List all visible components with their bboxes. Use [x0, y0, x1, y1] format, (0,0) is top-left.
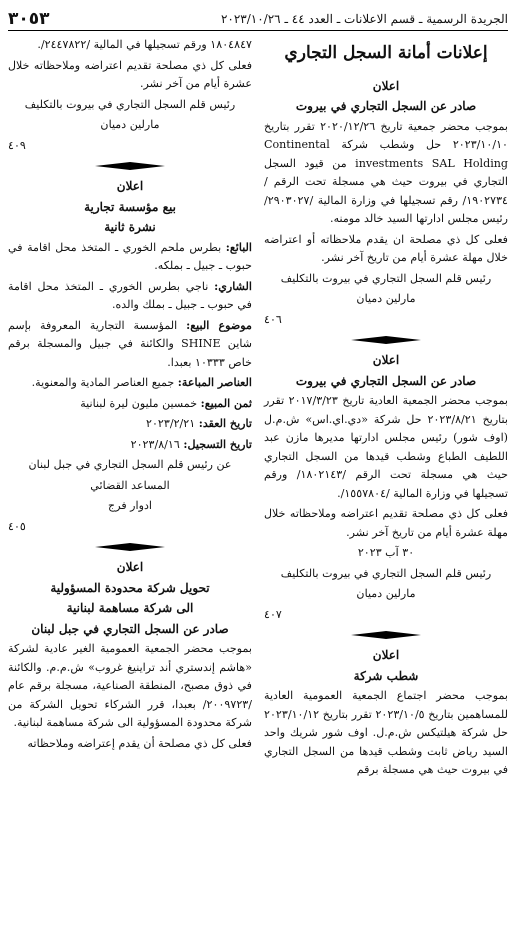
right-column: [264, 36, 508, 782]
announcement-label: اعلان: [372, 78, 400, 93]
registration-date-label: تاريخ التسجيل:: [183, 437, 252, 451]
announcement-number: ٤٠٦: [264, 312, 282, 326]
announcement-label: اعلان: [372, 648, 400, 662]
buyer-line: [8, 278, 252, 315]
announcement-heading: تحويل شركة محدودة المسؤولية: [50, 580, 210, 595]
announcement-body: بموجب محضر الجمعية العمومية الغير عادية لشركة «هاشم إندستري أند تراينيغ غروب» ش.م.م. والكائنة في ذوق مصبح، المنطقة الصناعية، مسجلة برقم عام /٢٠٠٩٧٢٣/ بعبدا، قرر الشركاء تحويل الشركة من شركة محدودة المسؤولية الى شركة مساهمة لبنانية.: [8, 642, 252, 729]
elements-value: جميع العناصر المادية والمعنوية.: [31, 376, 175, 389]
announcement-objection: فعلى كل ذي مصلحة أن يقدم إعتراضه وملاحظاته: [27, 736, 252, 750]
announcement-objection: فعلى كل ذي مصلحة ان يقدم ملاحظاته أو اعتراضه خلال مهلة عشرة أيام من تاريخ آخر نشر.: [264, 232, 508, 264]
signer-name: ادوار فرج: [108, 499, 152, 512]
signer-name: مارلين دميان: [100, 118, 160, 131]
announcement-number: ٤٠٥: [8, 519, 26, 533]
price-label: ثمن المبيع:: [200, 396, 252, 410]
section-title: إعلانات أمانة السجل التجاري: [284, 43, 488, 63]
contract-date-value: ٢٠٢٣/٢/٢١: [146, 417, 196, 430]
announcement-body: ١٨٠٤٨٤٧ ورقم تسجيلها في المالية /٢٤٤٧٨٢٢/.: [37, 38, 252, 51]
signer-name: مارلين دميان: [356, 292, 416, 305]
subject-value: المؤسسة التجارية المعروفة بإسم شاين SHINE والكائنة في جبيل والمسجلة برقم خاص ١٠٣٣٣ بعبدا.: [8, 318, 253, 369]
announcement-number: ٤٠٧: [264, 607, 282, 621]
announcement-label: اعلان: [372, 353, 400, 367]
signer-title: رئيس قلم السجل التجاري في بيروت بالتكليف: [24, 97, 236, 111]
announcement-body: بموجب محضر اجتماع الجمعية العمومية العادية للمساهمين بتاريخ ٢٠٢٣/١٠/٥ تقرر بتاريخ ٢٠٢٣/١٠/١٢ حل شركة هيلتيكس ش.م.ل. اوف شور شريك واحد السيد رياض ثابت وشطب قيدها من السجل التجاري في بيروت حيث هي مسجلة برقم: [264, 689, 508, 776]
contract-date-line: [8, 415, 252, 434]
announcement-label: اعلان: [116, 560, 144, 574]
announcement-date: ٣٠ آب ٢٠٢٣: [357, 546, 415, 559]
announcement-heading: صادر عن السجل التجاري في بيروت: [295, 373, 477, 388]
elements-label: العناصر المباعة:: [177, 376, 252, 389]
seller-value: بطرس ملحم الخوري ـ المتخذ محل اقامة في حبوب ـ جبيل ـ بملكه.: [8, 240, 252, 272]
announcement-number: ٤٠٩: [8, 138, 26, 152]
announcement-heading: صادر عن السجل التجاري في بيروت: [295, 99, 477, 113]
announcement-objection: فعلى كل ذي مصلحة تقديم اعتراضه وملاحظاته خلال مهلة عشرة أيام من تاريخ آخر نشر.: [264, 507, 508, 539]
announcement-company-deletion: [264, 646, 508, 780]
announcement-heading: شطب شركة: [353, 668, 419, 683]
announcement-407: [264, 351, 508, 624]
section-divider: [264, 335, 508, 345]
registration-date-line: [8, 436, 252, 455]
page-header: [8, 8, 508, 31]
announcement-body: بموجب محضر جمعية تاريخ ٢٠٢٠/١٢/٢٦ تقرر بتاريخ ٢٠٢٣/١٠/١٠ حل وشطب شركة Continental investments SAL Holding من قيود السجل التجاري في بيروت حيث هي مسجلة تحت الرقم /١٩٠٢٧٣٤/ رقم تسجيلها في وزارة المالية /٢٩٠٣٠٢٧/ رئيس مجلس ادارتها السيد خالد مومنه.: [264, 119, 508, 225]
price-value: خمسين مليون ليرة لبنانية: [80, 396, 198, 410]
signer-role: المساعد القضائي: [90, 478, 170, 492]
seller-line: [8, 239, 252, 276]
signer-title: رئيس قلم السجل التجاري في بيروت بالتكليف: [280, 566, 492, 580]
seller-label: البائع:: [225, 240, 253, 254]
announcement-406: [264, 77, 508, 330]
announcement-405: [8, 177, 252, 536]
subject-line: [8, 317, 252, 373]
elements-line: [8, 374, 252, 393]
gazette-header-title: الجريدة الرسمية ـ قسم الاعلانات ـ العدد ٤٤ ـ ٢٠٢٣/١٠/٢٦: [220, 12, 508, 26]
page-number: ٣٠٥٣: [8, 9, 50, 29]
section-divider: [8, 161, 252, 171]
section-divider: [264, 630, 508, 640]
announcement-heading: بيع مؤسسة تجارية: [84, 199, 176, 214]
announcement-body: بموجب محضر الجمعية العادية تاريخ ٢٠١٧/٣/٢٣ تقرر بتاريخ ٢٠٢٣/٨/٢١ حل شركة «دي.اي.اس» ش.م.ل (اوف شور) رئيس مجلس ادارتها مديرها مازن عبد اللطيف الطباع وشطب قيدها من السجل التجاري حيث هي مسجلة تحت الرقم /١٨٠٢١٤٣/ ورقم تسجيلها في وزارة المالية /١٥٥٧٨٠٤/.: [264, 394, 508, 500]
announcement-objection: فعلى كل ذي مصلحة تقديم اعتراضه وملاحظاته خلال عشرة أيام من آخر نشر.: [8, 58, 252, 90]
buyer-value: ناجي بطرس الخوري ـ المتخذ محل اقامة في حبوب ـ جبيل ـ بملك والده.: [8, 279, 252, 311]
announcement-heading: صادر عن السجل التجاري في جبل لبنان: [31, 621, 229, 636]
signer-title: عن رئيس قلم السجل التجاري في جبل لبنان: [28, 458, 232, 471]
contract-date-label: تاريخ العقد:: [198, 417, 252, 430]
announcement-label: اعلان: [116, 179, 144, 193]
left-column: [8, 36, 252, 755]
announcement-subheading: نشرة ثانية: [104, 220, 156, 234]
buyer-label: الشاري:: [214, 279, 252, 293]
signer-name: مارلين دميان: [356, 587, 416, 600]
subject-label: موضوع البيع:: [186, 318, 252, 332]
announcement-409: [8, 36, 252, 155]
price-line: [8, 395, 252, 414]
section-divider: [8, 542, 252, 552]
announcement-company-conversion: [8, 558, 252, 753]
registration-date-value: ٢٠٢٣/٨/١٦: [130, 437, 180, 451]
signer-title: رئيس قلم السجل التجاري في بيروت بالتكليف: [280, 271, 492, 285]
announcement-heading: الى شركة مساهمة لبنانية: [66, 601, 194, 615]
